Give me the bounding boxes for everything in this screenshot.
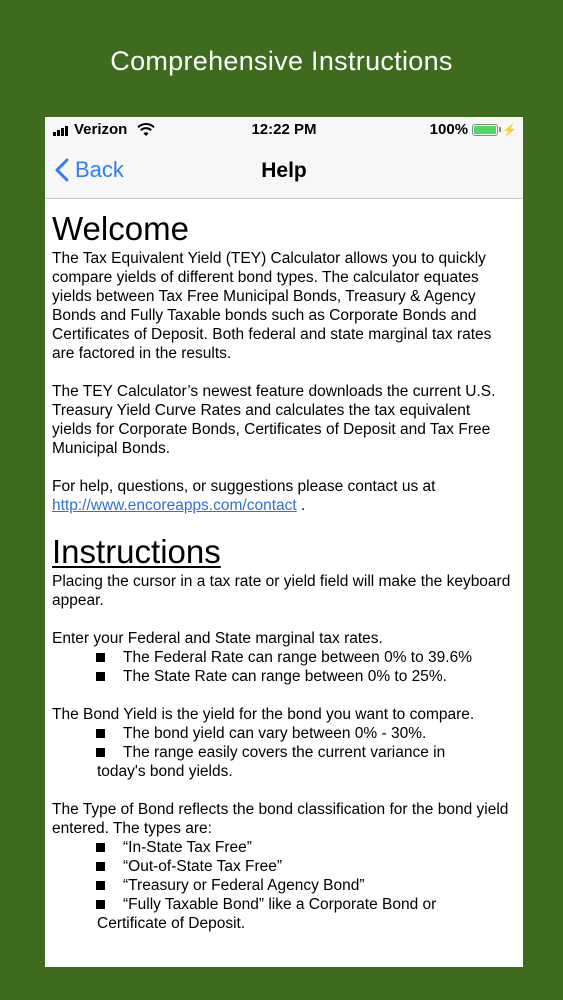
list-item — [52, 895, 513, 933]
battery-icon — [472, 124, 498, 136]
list-item: “Treasury or Federal Agency Bond” — [52, 876, 513, 895]
page-title: Help — [261, 159, 307, 182]
status-right — [430, 121, 517, 138]
yield-intro: The Bond Yield is the yield for the bond you want to compare. — [52, 706, 475, 723]
list-item — [52, 743, 513, 781]
back-label: Back — [75, 157, 124, 182]
instructions-heading: Instructions — [52, 533, 221, 570]
list-item-continuation: today's bond yields. — [97, 763, 233, 780]
list-item-text: “Fully Taxable Bond” like a Corporate Bond or — [123, 896, 437, 913]
list-item-text: The range easily covers the current variance in — [123, 744, 446, 761]
list-item: “Out-of-State Tax Free” — [52, 857, 513, 876]
yield-list — [52, 724, 513, 781]
navigation-bar — [45, 143, 523, 199]
status-time: 12:22 PM — [251, 121, 317, 138]
type-list — [52, 838, 513, 933]
list-item: The Federal Rate can range between 0% to 39.6% — [52, 648, 513, 667]
contact-link[interactable]: http://www.encoreapps.com/contact — [52, 497, 297, 514]
carrier-label: Verizon — [74, 121, 128, 138]
contact-prefix: For help, questions, or suggestions please contact us at — [52, 478, 436, 495]
tax-intro: Enter your Federal and State marginal tax rates. — [52, 630, 383, 647]
welcome-heading: Welcome — [52, 210, 189, 247]
charging-icon: ⚡ — [502, 122, 517, 137]
cursor-paragraph: Placing the cursor in a tax rate or yield field will make the keyboard appear. — [52, 573, 511, 609]
contact-paragraph — [52, 477, 513, 515]
tax-list — [52, 648, 513, 686]
phone-screen — [45, 117, 523, 967]
welcome-paragraph-1: The Tax Equivalent Yield (TEY) Calculator allows you to quickly compare yields of different bond types. The calculator equates yields between Tax Free Municipal Bonds, Treasury & Agency Bonds and Fully Taxable bonds such as Corporate Bonds and Certificates of Deposit. Both federal and state marginal tax rates are factored in the results. — [52, 250, 492, 362]
battery-fill — [474, 126, 496, 134]
status-bar — [45, 117, 523, 143]
list-item: “In-State Tax Free” — [52, 838, 513, 857]
list-item: The State Rate can range between 0% to 25%. — [52, 667, 513, 686]
help-content[interactable] — [45, 199, 523, 933]
list-item-continuation: Certificate of Deposit. — [97, 915, 246, 932]
battery-percent: 100% — [429, 121, 469, 138]
welcome-paragraph-2: The TEY Calculator’s newest feature downloads the current U.S. Treasury Yield Curve Rates and calculates the tax equivalent yields for Corporate Bonds, Certificates of Deposit and Tax Free Municipal Bonds. — [52, 383, 496, 457]
contact-suffix: . — [296, 497, 306, 514]
type-intro: The Type of Bond reflects the bond classification for the bond yield entered. The types are: — [52, 801, 509, 837]
list-item: The bond yield can vary between 0% - 30%. — [52, 724, 513, 743]
banner-title: Comprehensive Instructions — [110, 46, 453, 76]
